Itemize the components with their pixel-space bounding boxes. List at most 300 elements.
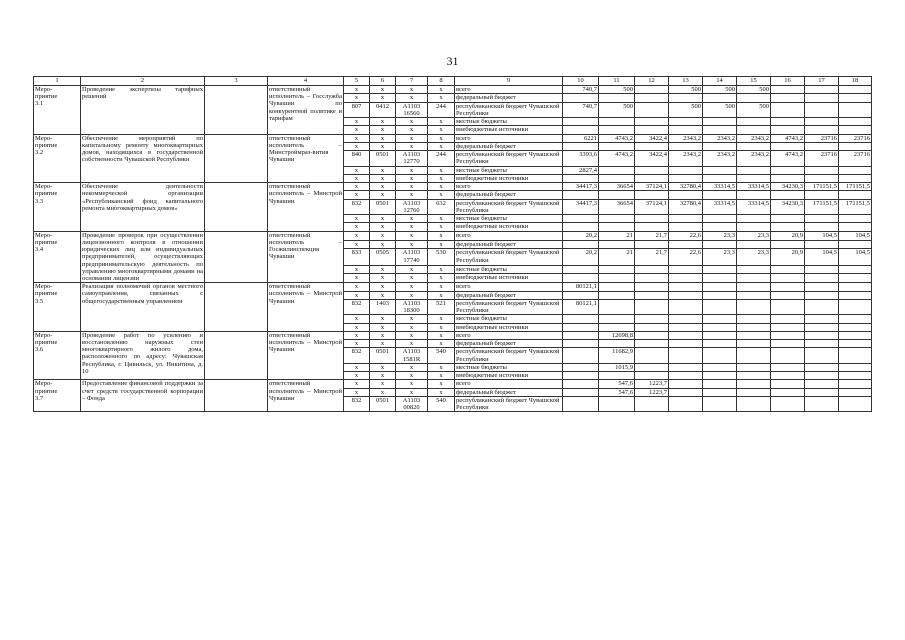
target-article-code: х [396,215,428,223]
amount-cell [599,191,635,199]
amount-cell [703,223,737,231]
amount-cell [635,94,669,102]
amount-cell [563,315,599,323]
amount-cell [737,274,771,283]
amount-cell: 171151,5 [805,199,839,214]
amount-cell: 500 [703,86,737,94]
amount-cell: 23,3 [703,231,737,240]
amount-cell: 500 [599,102,635,117]
amount-cell [563,94,599,102]
amount-cell [737,348,771,363]
amount-cell [563,142,599,150]
amount-cell [771,299,805,314]
section-code: х [370,372,396,380]
amount-cell: 20,2 [563,249,599,265]
amount-cell [737,323,771,331]
amount-cell: 2343,2 [703,134,737,142]
amount-cell [839,372,872,380]
expense-type-code: 521 [428,299,455,314]
amount-cell: 12698,8 [599,331,635,339]
amount-cell [669,340,703,348]
amount-cell [805,142,839,150]
amount-cell [839,299,872,314]
amount-cell [805,274,839,283]
column-number: 10 [563,77,599,86]
measure-label: Меро- приятие 3.4 [34,231,81,282]
amount-cell [771,191,805,199]
grbs-code: х [344,315,370,323]
target-article-code: х [396,231,428,240]
amount-cell: 3422,4 [635,151,669,166]
amount-cell: 2343,2 [703,151,737,166]
column-number: 16 [771,77,805,86]
funding-source: всего [455,86,563,94]
amount-cell [669,291,703,299]
amount-cell: 23,3 [737,249,771,265]
amount-cell [703,118,737,126]
column-number: 7 [396,77,428,86]
amount-cell [703,372,737,380]
funding-source: всего [455,183,563,191]
amount-cell: 171151,5 [839,183,872,191]
section-code: х [370,265,396,274]
amount-cell [703,363,737,371]
amount-cell [669,265,703,274]
amount-cell [599,291,635,299]
amount-cell: 21,7 [635,231,669,240]
section-code: х [370,240,396,249]
funding-source: местные бюджеты [455,363,563,371]
column-number: 14 [703,77,737,86]
funding-source: федеральный бюджет [455,388,563,396]
amount-cell [839,380,872,388]
executor: ответственный исполнитель – Минстрой Чувашии [268,331,344,380]
funding-source: республиканский бюджет Чувашской Республики [455,199,563,214]
amount-cell [805,380,839,388]
measure-label: Меро- приятие 3.6 [34,331,81,380]
executor: ответственный исполнитель – Госжилинспекция Чувашии [268,231,344,282]
amount-cell [771,396,805,411]
amount-cell [839,191,872,199]
funding-source: федеральный бюджет [455,340,563,348]
amount-cell [669,215,703,223]
target-article-code: х [396,283,428,291]
amount-cell [771,166,805,174]
amount-cell: 33314,5 [737,199,771,214]
coexecutor-cell [205,380,268,412]
amount-cell [805,240,839,249]
amount-cell: 3422,4 [635,134,669,142]
amount-cell [737,126,771,134]
amount-cell: 104,5 [805,231,839,240]
measure-name: Обеспечение мероприятий по капитальному ремонту многоквартирных домов, находящихся в государственной собственности Чувашской Республики [81,134,205,183]
amount-cell [599,372,635,380]
amount-cell [669,348,703,363]
target-article-code: А1103 12770 [396,151,428,166]
funding-source: всего [455,283,563,291]
amount-cell [669,274,703,283]
amount-cell [839,102,872,117]
amount-cell: 4743,2 [771,134,805,142]
expense-type-code: х [428,134,455,142]
column-number: 5 [344,77,370,86]
amount-cell [805,102,839,117]
measure-label: Меро- приятие 3.5 [34,283,81,332]
section-code: х [370,142,396,150]
amount-cell: 547,6 [599,388,635,396]
column-number: 4 [268,77,344,86]
amount-cell [737,380,771,388]
amount-cell: 2343,2 [737,134,771,142]
section-code: х [370,331,396,339]
expense-type-code: 540 [428,396,455,411]
amount-cell: 11682,9 [599,348,635,363]
column-number: 15 [737,77,771,86]
amount-cell [805,94,839,102]
amount-cell [703,265,737,274]
grbs-code: х [344,331,370,339]
expense-type-code: х [428,223,455,231]
funding-source: республиканский бюджет Чувашской Республики [455,348,563,363]
table-row [34,134,872,142]
amount-cell [771,340,805,348]
section-code: 0505 [370,249,396,265]
amount-cell [669,142,703,150]
amount-cell [635,191,669,199]
amount-cell [839,331,872,339]
expense-type-code: х [428,274,455,283]
amount-cell [805,315,839,323]
expense-type-code: х [428,323,455,331]
amount-cell: 3393,6 [563,151,599,166]
table-header [34,77,872,86]
amount-cell [839,174,872,182]
target-article-code: х [396,240,428,249]
amount-cell: 80121,1 [563,299,599,314]
target-article-code: х [396,265,428,274]
amount-cell [563,174,599,182]
executor: ответственный исполнитель – Минстроймраз-вития Чувашии [268,134,344,183]
grbs-code: 832 [344,396,370,411]
target-article-code: х [396,380,428,388]
funding-source: республиканский бюджет Чувашской Республики [455,102,563,117]
coexecutor-cell [205,283,268,332]
amount-cell [771,240,805,249]
measure-name: Проведение проверок при осуществлении лицензионного контроля в отношении юридических лиц или индивидуальных предпринимателей, осуществляющих предпринимательскую деятельность по управлению многоквартирными домами на основании лицензии [82,231,203,282]
amount-cell [839,396,872,411]
amount-cell: 20,2 [563,231,599,240]
funding-source: федеральный бюджет [455,191,563,199]
amount-cell [635,126,669,134]
amount-cell [669,380,703,388]
amount-cell: 1015,9 [599,363,635,371]
target-article-code: х [396,372,428,380]
table-row [34,283,872,291]
amount-cell [737,283,771,291]
table-body [34,86,872,412]
amount-cell [737,331,771,339]
expense-type-code: х [428,86,455,94]
amount-cell: 1223,7 [635,388,669,396]
amount-cell [771,291,805,299]
amount-cell [737,94,771,102]
amount-cell [563,348,599,363]
amount-cell: 23,3 [703,249,737,265]
section-code: х [370,126,396,134]
grbs-code: х [344,86,370,94]
amount-cell [703,388,737,396]
funding-source: внебюджетные источники [455,126,563,134]
amount-cell [805,118,839,126]
column-number: 6 [370,77,396,86]
expense-type-code: 632 [428,199,455,214]
amount-cell [771,331,805,339]
measure-label: Меро- приятие 3.7 [34,380,81,412]
expense-type-code: х [428,126,455,134]
amount-cell [737,166,771,174]
amount-cell [737,265,771,274]
executor: ответственный исполнитель – Госслужба Чувашии по конкурентной политике и тарифам [268,86,344,135]
amount-cell [703,315,737,323]
expense-type-code: 540 [428,348,455,363]
column-number: 8 [428,77,455,86]
amount-cell: 22,6 [669,231,703,240]
section-code: 0501 [370,199,396,214]
coexecutor-cell [205,231,268,282]
amount-cell [599,283,635,291]
amount-cell [669,94,703,102]
amount-cell [805,340,839,348]
amount-cell: 500 [703,102,737,117]
amount-cell: 20,9 [771,231,805,240]
amount-cell [839,265,872,274]
section-code: х [370,94,396,102]
column-number: 11 [599,77,635,86]
table-row [34,331,872,339]
expense-type-code: х [428,118,455,126]
amount-cell [563,340,599,348]
target-article-code: А1103 12760 [396,199,428,214]
amount-cell: 740,7 [563,102,599,117]
target-article-code: х [396,323,428,331]
funding-source: федеральный бюджет [455,94,563,102]
amount-cell [805,396,839,411]
grbs-code: 840 [344,151,370,166]
amount-cell: 22,6 [669,249,703,265]
amount-cell [771,102,805,117]
section-code: х [370,223,396,231]
amount-cell [669,283,703,291]
amount-cell: 34417,3 [563,183,599,191]
amount-cell [771,223,805,231]
amount-cell: 37124,1 [635,199,669,214]
target-article-code: х [396,183,428,191]
amount-cell [669,396,703,411]
amount-cell: 104,5 [839,231,872,240]
amount-cell [703,291,737,299]
executor: ответственный исполнитель – Минстрой Чувашии [268,283,344,332]
target-article-code: х [396,340,428,348]
amount-cell [599,215,635,223]
amount-cell [771,215,805,223]
amount-cell: 32780,4 [669,183,703,191]
amount-cell [599,223,635,231]
section-code: х [370,215,396,223]
amount-cell [599,340,635,348]
section-code: 0501 [370,348,396,363]
target-article-code: А1103 00820 [396,396,428,411]
amount-cell: 23716 [805,151,839,166]
amount-cell: 4743,2 [599,151,635,166]
grbs-code: х [344,265,370,274]
funding-source: местные бюджеты [455,315,563,323]
funding-source: местные бюджеты [455,215,563,223]
section-code: х [370,340,396,348]
amount-cell [635,240,669,249]
amount-cell [563,372,599,380]
amount-cell [805,86,839,94]
target-article-code: х [396,388,428,396]
table-row [34,183,872,191]
amount-cell [599,396,635,411]
section-code: х [370,291,396,299]
amount-cell [771,388,805,396]
amount-cell: 37124,1 [635,183,669,191]
section-code: х [370,166,396,174]
grbs-code: х [344,191,370,199]
amount-cell [805,348,839,363]
grbs-code: 833 [344,249,370,265]
section-code: х [370,323,396,331]
page-number: 31 [446,54,459,68]
funding-source: федеральный бюджет [455,291,563,299]
amount-cell [737,363,771,371]
grbs-code: 832 [344,299,370,314]
column-number: 2 [81,77,205,86]
target-article-code: А1103 17740 [396,249,428,265]
amount-cell [563,291,599,299]
amount-cell [839,363,872,371]
grbs-code: х [344,323,370,331]
amount-cell [737,191,771,199]
amount-cell: 500 [669,86,703,94]
amount-cell: 4743,2 [771,151,805,166]
target-article-code: х [396,118,428,126]
section-code: х [370,380,396,388]
funding-source: местные бюджеты [455,265,563,274]
expense-type-code: х [428,183,455,191]
executor: ответственный исполнитель – Минстрой Чувашии [268,183,344,232]
amount-cell [805,215,839,223]
amount-cell [703,274,737,283]
amount-cell [805,299,839,314]
table-row [34,380,872,388]
funding-source: федеральный бюджет [455,240,563,249]
expense-type-code: х [428,331,455,339]
amount-cell [599,315,635,323]
amount-cell [635,291,669,299]
amount-cell [737,215,771,223]
amount-cell [669,331,703,339]
amount-cell: 21 [599,231,635,240]
target-article-code: х [396,94,428,102]
amount-cell: 104,5 [805,249,839,265]
amount-cell [563,323,599,331]
section-code: 0501 [370,396,396,411]
amount-cell: 740,7 [563,86,599,94]
amount-cell [563,118,599,126]
grbs-code: х [344,388,370,396]
amount-cell [635,118,669,126]
amount-cell [839,142,872,150]
grbs-code: х [344,134,370,142]
target-article-code: х [396,315,428,323]
amount-cell: 500 [737,102,771,117]
amount-cell: 23716 [839,151,872,166]
target-article-code: х [396,223,428,231]
grbs-code: х [344,231,370,240]
section-code: х [370,274,396,283]
amount-cell [703,215,737,223]
amount-cell [635,348,669,363]
coexecutor-cell [205,134,268,183]
amount-cell [703,348,737,363]
section-code: 1403 [370,299,396,314]
expense-type-code: х [428,388,455,396]
amount-cell: 33314,5 [703,183,737,191]
amount-cell [839,240,872,249]
amount-cell [669,126,703,134]
executor: ответственный исполнитель – Минстрой Чувашии [268,380,344,412]
amount-cell [703,396,737,411]
funding-source: внебюджетные источники [455,372,563,380]
amount-cell [771,283,805,291]
amount-cell [839,126,872,134]
amount-cell [839,348,872,363]
amount-cell [669,323,703,331]
column-number: 18 [839,77,872,86]
grbs-code: х [344,340,370,348]
section-code: х [370,231,396,240]
target-article-code: А1103 1581R [396,348,428,363]
funding-source: федеральный бюджет [455,142,563,150]
amount-cell [737,388,771,396]
amount-cell: 171151,5 [805,183,839,191]
amount-cell [563,191,599,199]
column-number-row [34,77,872,86]
amount-cell [805,388,839,396]
amount-cell [771,372,805,380]
amount-cell [635,396,669,411]
amount-cell [635,174,669,182]
section-code: х [370,118,396,126]
grbs-code: х [344,142,370,150]
amount-cell [737,142,771,150]
amount-cell [839,166,872,174]
amount-cell: 2343,2 [669,134,703,142]
measure-name: Проведение экспертизы тарифных решений [81,86,205,135]
funding-source: республиканский бюджет Чувашской Республики [455,396,563,411]
amount-cell [771,315,805,323]
amount-cell: 34417,3 [563,199,599,214]
amount-cell [703,240,737,249]
section-code: х [370,388,396,396]
column-number: 1 [34,77,81,86]
funding-source: внебюджетные источники [455,174,563,182]
amount-cell [563,265,599,274]
amount-cell [805,223,839,231]
amount-cell [635,223,669,231]
